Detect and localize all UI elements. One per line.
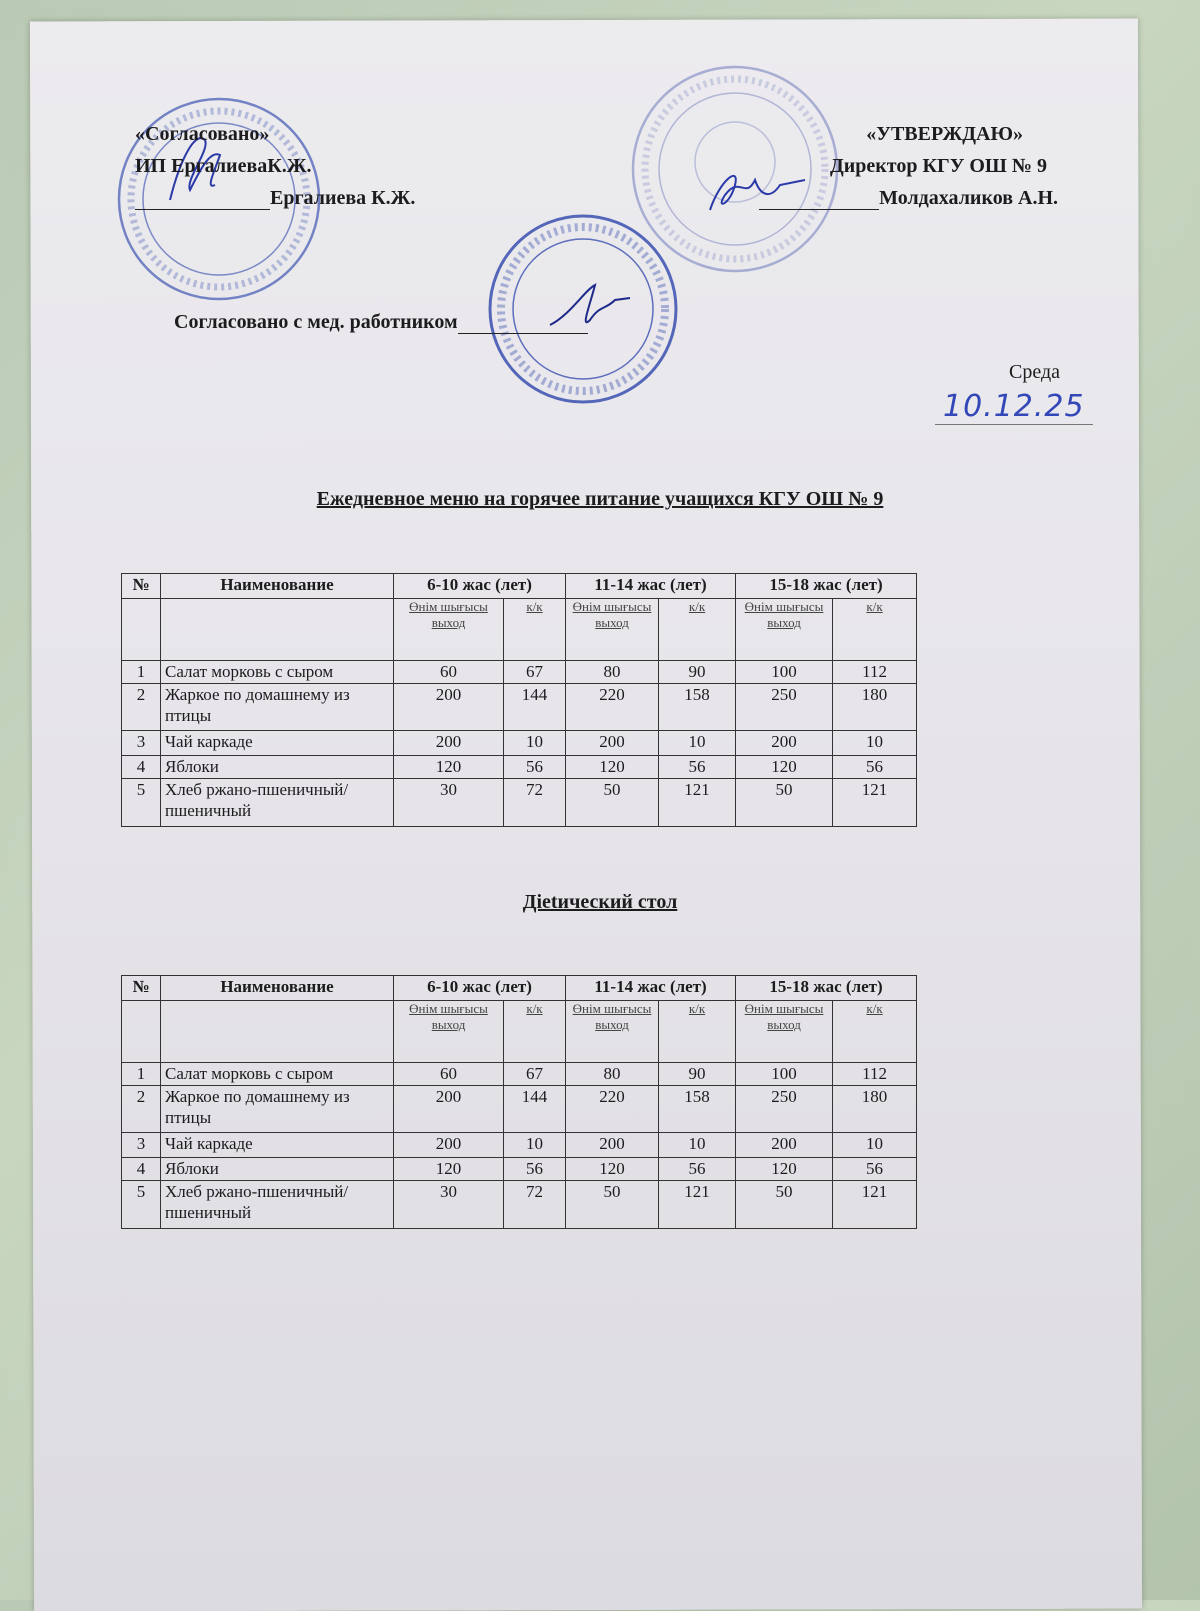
cell-value: 100 xyxy=(736,661,833,684)
table-row xyxy=(122,661,917,684)
dish-name: Чай каркаде xyxy=(161,1133,394,1158)
cell-value: 10 xyxy=(833,731,917,756)
age-group-header: 11-14 жас (лет) xyxy=(566,574,736,599)
output-subheader: Өнім шығысы выход xyxy=(736,1001,833,1063)
output-subheader: Өнім шығысы выход xyxy=(566,1001,659,1063)
kcal-subheader: к/к xyxy=(504,599,566,661)
row-num: 4 xyxy=(122,1158,161,1181)
cell-value: 30 xyxy=(394,779,504,827)
cell-value: 158 xyxy=(659,1086,736,1133)
row-num: 5 xyxy=(122,1181,161,1229)
cell-value: 250 xyxy=(736,1086,833,1133)
cell-value: 120 xyxy=(394,756,504,779)
table-row xyxy=(122,779,917,827)
cell-value: 56 xyxy=(504,756,566,779)
table-row xyxy=(122,1181,917,1229)
cell-value: 121 xyxy=(659,779,736,827)
kcal-subheader: к/к xyxy=(833,599,917,661)
diet-menu-table xyxy=(121,975,917,1229)
table-row xyxy=(122,731,917,756)
menu-title: Ежедневное меню на горячее питание учащихся КГУ ОШ № 9 xyxy=(316,488,884,510)
col-name-header: Наименование xyxy=(161,976,394,1001)
age-group-header: 15-18 жас (лет) xyxy=(736,574,917,599)
cell-value: 67 xyxy=(504,661,566,684)
dish-name: Жаркое по домашнему из птицы xyxy=(161,1086,394,1133)
dish-name: Салат морковь с сыром xyxy=(161,661,394,684)
row-num: 1 xyxy=(122,661,161,684)
diet-title: Дietический стол xyxy=(522,891,678,913)
cell-value: 100 xyxy=(736,1063,833,1086)
table-row xyxy=(122,1133,917,1158)
col-num-header: № xyxy=(122,976,161,1001)
kcal-subheader: к/к xyxy=(659,1001,736,1063)
cell-value: 120 xyxy=(736,1158,833,1181)
agreed-label: «Согласовано» xyxy=(135,123,270,145)
cell-value: 112 xyxy=(833,661,917,684)
med-approval: Согласовано с мед. работником xyxy=(174,310,588,334)
cell-value: 120 xyxy=(394,1158,504,1181)
cell-value: 121 xyxy=(833,1181,917,1229)
cell-value: 90 xyxy=(659,661,736,684)
row-num: 1 xyxy=(122,1063,161,1086)
cell-value: 200 xyxy=(394,1086,504,1133)
output-subheader: Өнім шығысы выход xyxy=(736,599,833,661)
table-row xyxy=(122,1086,917,1133)
output-subheader: Өнім шығысы выход xyxy=(394,599,504,661)
row-num: 3 xyxy=(122,1133,161,1158)
col-name-header: Наименование xyxy=(161,574,394,599)
cell-value: 10 xyxy=(504,731,566,756)
director-signature-line xyxy=(759,186,1058,210)
age-group-header: 15-18 жас (лет) xyxy=(736,976,917,1001)
table-row xyxy=(122,756,917,779)
cell-value: 10 xyxy=(833,1133,917,1158)
cell-value: 10 xyxy=(659,731,736,756)
cell-value: 158 xyxy=(659,684,736,731)
cell-value: 220 xyxy=(566,1086,659,1133)
ip-name: ИП ЕргалиеваК.Ж. xyxy=(135,155,312,177)
main-menu-table xyxy=(121,573,917,827)
dish-name: Чай каркаде xyxy=(161,731,394,756)
table-row xyxy=(122,1158,917,1181)
handwritten-date: 10.12.25 xyxy=(935,390,1093,425)
cell-value: 50 xyxy=(736,779,833,827)
kcal-subheader: к/к xyxy=(659,599,736,661)
cell-value: 200 xyxy=(736,1133,833,1158)
row-num: 2 xyxy=(122,1086,161,1133)
table-row xyxy=(122,684,917,731)
cell-value: 56 xyxy=(659,1158,736,1181)
ip-signature-line xyxy=(135,186,415,210)
cell-value: 72 xyxy=(504,1181,566,1229)
cell-value: 121 xyxy=(833,779,917,827)
cell-value: 180 xyxy=(833,684,917,731)
cell-value: 120 xyxy=(566,756,659,779)
cell-value: 200 xyxy=(566,731,659,756)
dish-name: Жаркое по домашнему из птицы xyxy=(161,684,394,731)
row-num: 2 xyxy=(122,684,161,731)
dish-name: Хлеб ржано-пшеничный/пшеничный xyxy=(161,1181,394,1229)
age-group-header: 6-10 жас (лет) xyxy=(394,976,566,1001)
cell-value: 50 xyxy=(566,779,659,827)
cell-value: 10 xyxy=(504,1133,566,1158)
cell-value: 60 xyxy=(394,1063,504,1086)
cell-value: 56 xyxy=(833,1158,917,1181)
cell-value: 120 xyxy=(736,756,833,779)
table-row xyxy=(122,1063,917,1086)
cell-value: 56 xyxy=(504,1158,566,1181)
kcal-subheader: к/к xyxy=(504,1001,566,1063)
cell-value: 200 xyxy=(394,684,504,731)
cell-value: 10 xyxy=(659,1133,736,1158)
output-subheader: Өнім шығысы выход xyxy=(394,1001,504,1063)
cell-value: 220 xyxy=(566,684,659,731)
ip-signatory: Ергалиева К.Ж. xyxy=(270,187,416,209)
cell-value: 50 xyxy=(566,1181,659,1229)
cell-value: 72 xyxy=(504,779,566,827)
cell-value: 121 xyxy=(659,1181,736,1229)
cell-value: 90 xyxy=(659,1063,736,1086)
cell-value: 50 xyxy=(736,1181,833,1229)
cell-value: 112 xyxy=(833,1063,917,1086)
cell-value: 30 xyxy=(394,1181,504,1229)
cell-value: 67 xyxy=(504,1063,566,1086)
age-group-header: 11-14 жас (лет) xyxy=(566,976,736,1001)
dish-name: Хлеб ржано-пшеничный/пшеничный xyxy=(161,779,394,827)
age-group-header: 6-10 жас (лет) xyxy=(394,574,566,599)
cell-value: 200 xyxy=(394,1133,504,1158)
output-subheader: Өнім шығысы выход xyxy=(566,599,659,661)
cell-value: 56 xyxy=(833,756,917,779)
cell-value: 80 xyxy=(566,661,659,684)
row-num: 4 xyxy=(122,756,161,779)
director-name: Молдахаликов А.Н. xyxy=(879,187,1058,209)
cell-value: 56 xyxy=(659,756,736,779)
row-num: 3 xyxy=(122,731,161,756)
cell-value: 120 xyxy=(566,1158,659,1181)
dish-name: Яблоки xyxy=(161,756,394,779)
cell-value: 200 xyxy=(736,731,833,756)
cell-value: 60 xyxy=(394,661,504,684)
dish-name: Салат морковь с сыром xyxy=(161,1063,394,1086)
cell-value: 250 xyxy=(736,684,833,731)
weekday: Среда xyxy=(1008,361,1060,383)
cell-value: 144 xyxy=(504,684,566,731)
cell-value: 200 xyxy=(566,1133,659,1158)
cell-value: 80 xyxy=(566,1063,659,1086)
dish-name: Яблоки xyxy=(161,1158,394,1181)
cell-value: 200 xyxy=(394,731,504,756)
director-title: Директор КГУ ОШ № 9 xyxy=(829,155,1047,177)
kcal-subheader: к/к xyxy=(833,1001,917,1063)
approve-label: «УТВЕРЖДАЮ» xyxy=(866,123,1023,145)
cell-value: 180 xyxy=(833,1086,917,1133)
cell-value: 144 xyxy=(504,1086,566,1133)
row-num: 5 xyxy=(122,779,161,827)
col-num-header: № xyxy=(122,574,161,599)
